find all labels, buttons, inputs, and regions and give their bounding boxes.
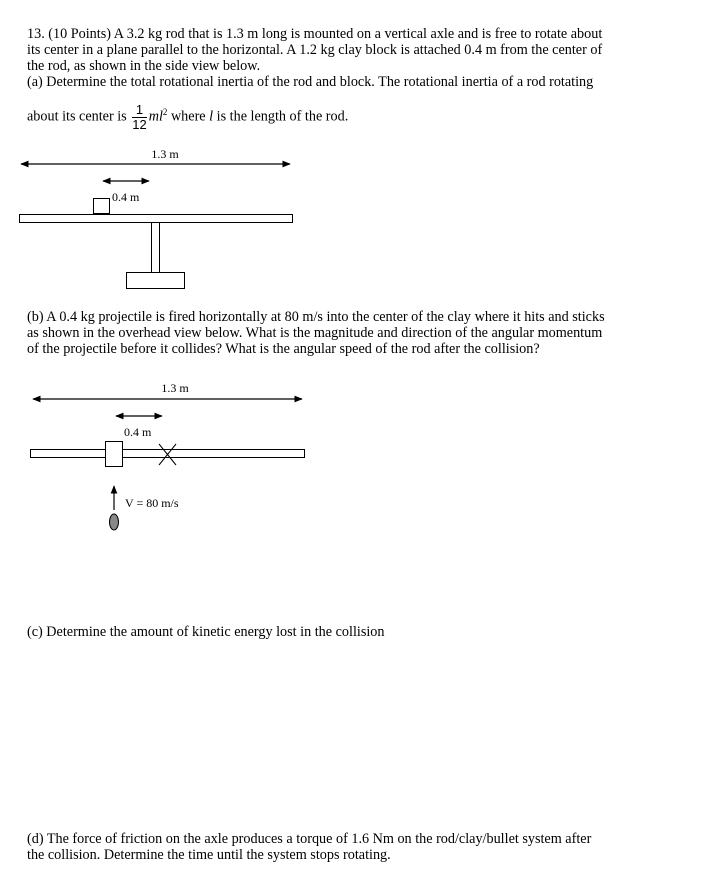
- overhead-clay-block: [106, 442, 123, 467]
- intro-line-3: the rod, as shown in the side view below.: [27, 58, 261, 74]
- formula-suffix: is the length of the rod.: [213, 108, 349, 125]
- part-b-line-2: as shown in the overhead view below. What is the magnitude and direction of the angular momentum: [27, 325, 603, 341]
- part-d-line-1: (d) The force of friction on the axle produces a torque of 1.6 Nm on the rod/clay/bullet system after: [27, 831, 592, 847]
- axle: [152, 223, 160, 273]
- axle-base: [127, 273, 185, 289]
- overhead-view-diagram: [31, 381, 305, 530]
- formula-l: l: [209, 108, 214, 125]
- intro-line-2: its center in a plane parallel to the horizontal. A 1.2 kg clay block is attached 0.4 m from the center of: [27, 42, 603, 58]
- part-a-line: (a) Determine the total rotational inertia of the rod and block. The rotational inertia of a rod rotating: [27, 74, 594, 90]
- projectile: [110, 514, 119, 530]
- intro-line-1: 13. (10 Points) A 3.2 kg rod that is 1.3 m long is mounted on a vertical axle and is free to rotate about: [27, 26, 603, 42]
- formula-prefix: about its center is: [27, 108, 127, 125]
- side-view-diagram: [20, 147, 293, 289]
- part-b-line-1: (b) A 0.4 kg projectile is fired horizontally at 80 m/s into the center of the clay where it hits and sticks: [27, 309, 605, 325]
- fraction-numerator: 1: [132, 103, 146, 118]
- fraction-denominator: 12: [132, 116, 147, 132]
- velocity-label: V = 80 m/s: [125, 496, 179, 510]
- side-offset-label: 0.4 m: [112, 190, 140, 204]
- formula-where: where: [167, 108, 210, 125]
- formula-ml: ml: [148, 108, 163, 125]
- overhead-length-label: 1.3 m: [161, 381, 189, 395]
- side-length-label: 1.3 m: [151, 147, 179, 161]
- part-c-line: (c) Determine the amount of kinetic energy lost in the collision: [27, 624, 385, 640]
- part-b-line-3: of the projectile before it collides? What is the angular speed of the rod after the collision?: [27, 341, 540, 357]
- rod: [20, 215, 293, 223]
- overhead-offset-label: 0.4 m: [124, 425, 152, 439]
- clay-block: [94, 199, 110, 214]
- formula-exponent: 2: [162, 107, 168, 117]
- overhead-rod: [31, 450, 305, 458]
- part-d-line-2: the collision. Determine the time until the system stops rotating.: [27, 847, 391, 863]
